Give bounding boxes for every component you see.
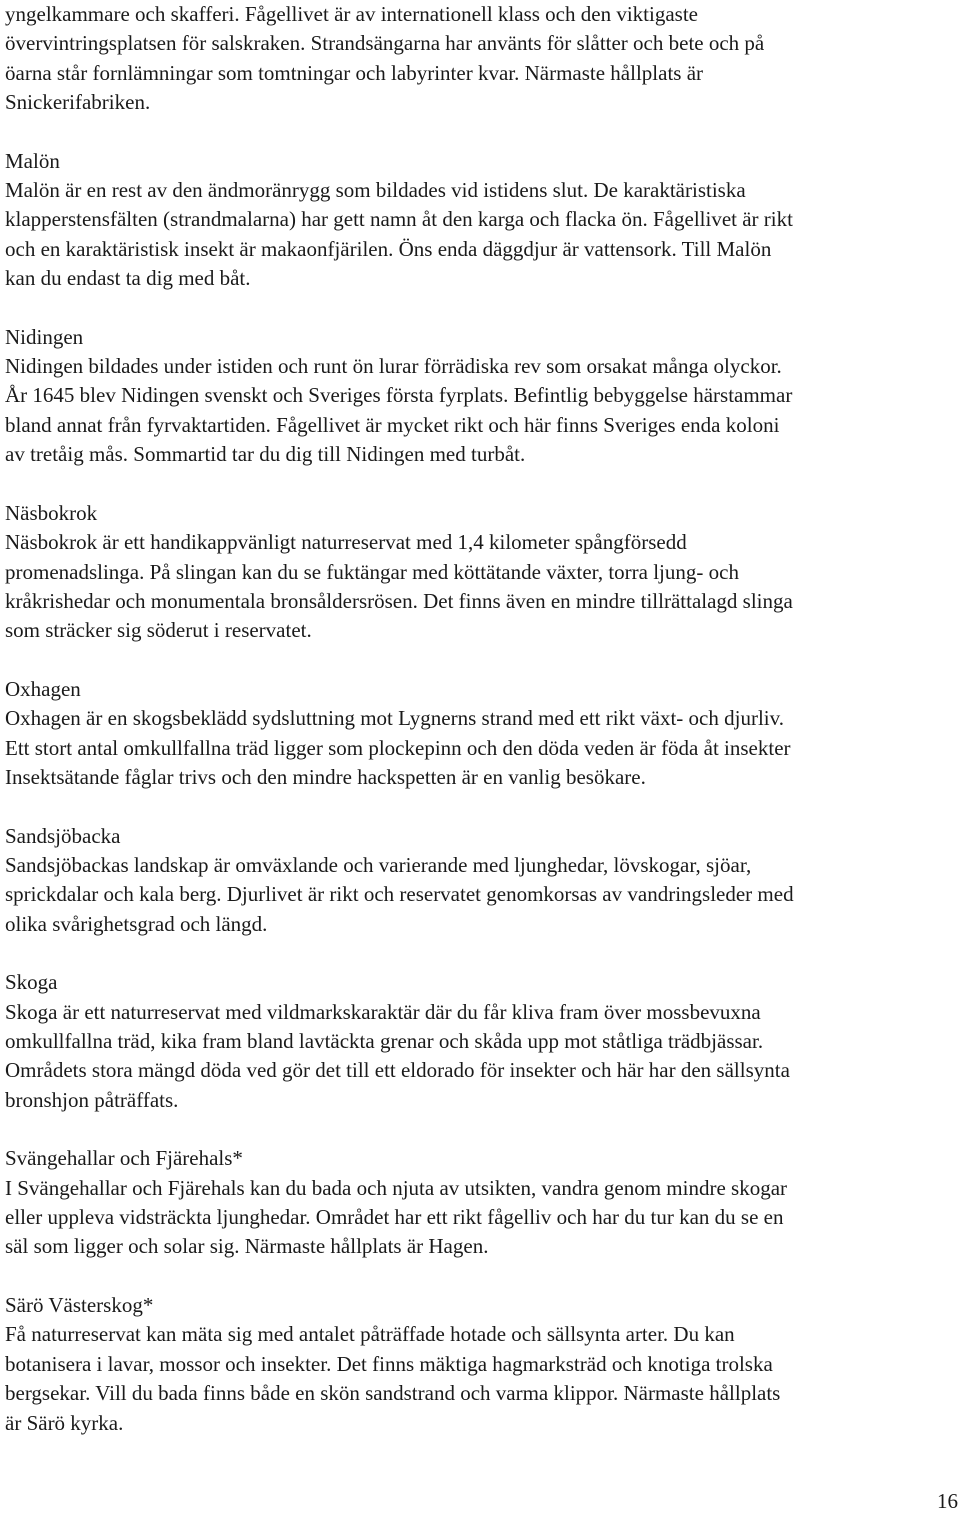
paragraph-line: Skoga är ett naturreservat med vildmarkskaraktär där du får kliva fram över mossbevuxna bbox=[5, 999, 761, 1024]
section-heading: Särö Västerskog* bbox=[5, 1293, 154, 1318]
paragraph-line: som sträcker sig söderut i reservatet. bbox=[5, 618, 312, 643]
paragraph-line: klapperstensfälten (strandmalarna) har gett namn åt den karga och flacka ön. Fågellivet är rikt bbox=[5, 207, 793, 232]
paragraph-line: av tretåig mås. Sommartid tar du dig till Nidingen med turbåt. bbox=[5, 442, 526, 467]
page-number: 16 bbox=[937, 1489, 958, 1513]
paragraph-line: I Svängehallar och Fjärehals kan du bada och njuta av utsikten, vandra genom mindre skogar bbox=[5, 1175, 788, 1200]
paragraph-line: bronshjon påträffats. bbox=[5, 1087, 179, 1112]
paragraph-line: kan du endast ta dig med båt. bbox=[5, 266, 251, 291]
section-heading: Sandsjöbacka bbox=[5, 823, 121, 848]
paragraph-line: övervintringsplatsen för salskraken. Strandsängarna har använts för slåtter och bete och på bbox=[5, 31, 765, 56]
paragraph-line: eller uppleva vidsträckta ljunghedar. Området har ett rikt fågelliv och har du tur kan du se en bbox=[5, 1205, 784, 1230]
paragraph-line: och en karaktäristisk insekt är makaonfjärilen. Öns enda däggdjur är vattensork. Till Malön bbox=[5, 236, 772, 261]
paragraph-line: bergsekar. Vill du bada finns både en skön sandstrand och varma klippor. Närmaste hållplats bbox=[5, 1381, 781, 1406]
paragraph-line: Näsbokrok är ett handikappvänligt naturreservat med 1,4 kilometer spångförsedd bbox=[5, 530, 687, 555]
paragraph-line: yngelkammare och skafferi. Fågellivet är av internationell klass och den viktigaste bbox=[5, 2, 698, 26]
paragraph-line: Oxhagen är en skogsbeklädd sydsluttning mot Lygnerns strand med ett rikt växt- och djurliv. bbox=[5, 706, 784, 731]
paragraph-line: Nidingen bildades under istiden och runt ön lurar förrädiska rev som orsakat många olyckor. bbox=[5, 354, 782, 379]
section-svangehallar bbox=[5, 1144, 955, 1261]
paragraph-line: Snickerifabriken. bbox=[5, 90, 151, 115]
paragraph-line: Ett stort antal omkullfallna träd ligger som plockepinn och den döda veden är föda åt insekter bbox=[5, 735, 791, 760]
section-nidingen bbox=[5, 323, 955, 470]
paragraph-line: Områdets stora mängd döda ved gör det till ett eldorado för insekter och här har den sällsynta bbox=[5, 1058, 790, 1083]
section-heading: Nidingen bbox=[5, 324, 84, 349]
paragraph-line: promenadslinga. På slingan kan du se fuktängar med köttätande växter, torra ljung- och bbox=[5, 559, 739, 584]
paragraph-line: olika svårighetsgrad och längd. bbox=[5, 911, 268, 936]
paragraph-line: botanisera i lavar, mossor och insekter. Det finns mäktiga hagmarksträd och knotiga trolska bbox=[5, 1351, 773, 1376]
section-skoga bbox=[5, 968, 955, 1115]
paragraph-line: Få naturreservat kan mäta sig med antalet påträffade hotade och sällsynta arter. Du kan bbox=[5, 1322, 735, 1347]
paragraph-line: År 1645 blev Nidingen svenskt och Sveriges första fyrplats. Befintlig bebyggelse härstammar bbox=[5, 383, 793, 408]
section-heading: Oxhagen bbox=[5, 676, 81, 701]
section-malon bbox=[5, 147, 955, 294]
paragraph-line: är Särö kyrka. bbox=[5, 1410, 124, 1435]
section-oxhagen bbox=[5, 675, 955, 792]
paragraph-line: omkullfallna träd, kika fram bland lavtäckta grenar och skåda upp mot ståtliga trädbjässar. bbox=[5, 1029, 764, 1054]
paragraph-line: Insektsätande fåglar trivs och den mindre hackspetten är en vanlig besökare. bbox=[5, 764, 646, 789]
paragraph-line: bland annat från fyrvaktartiden. Fågellivet är mycket rikt och här finns Sveriges enda koloni bbox=[5, 412, 780, 437]
paragraph-line: säl som ligger och solar sig. Närmaste hållplats är Hagen. bbox=[5, 1234, 489, 1259]
intro-paragraph bbox=[5, 0, 955, 117]
section-sandsjobacka bbox=[5, 822, 955, 939]
section-saro-vasterskog bbox=[5, 1291, 955, 1438]
paragraph-line: Sandsjöbackas landskap är omväxlande och varierande med ljunghedar, lövskogar, sjöar, bbox=[5, 852, 752, 877]
paragraph-line: kråkrishedar och monumentala bronsåldersrösen. Det finns även en mindre tillrättalagd slinga bbox=[5, 588, 793, 613]
section-heading: Skoga bbox=[5, 970, 58, 995]
paragraph-line: öarna står fornlämningar som tomtningar och labyrinter kvar. Närmaste hållplats är bbox=[5, 60, 704, 85]
section-heading: Malön bbox=[5, 148, 60, 173]
paragraph-line: Malön är en rest av den ändmoränrygg som bildades vid istidens slut. De karaktäristiska bbox=[5, 178, 746, 203]
section-nasbokrok bbox=[5, 499, 955, 646]
paragraph-line: sprickdalar och kala berg. Djurlivet är rikt och reservatet genomkorsas av vandringsleder med bbox=[5, 882, 794, 907]
section-heading: Näsbokrok bbox=[5, 500, 98, 525]
document-page bbox=[5, 0, 955, 1438]
section-heading: Svängehallar och Fjärehals* bbox=[5, 1146, 243, 1171]
